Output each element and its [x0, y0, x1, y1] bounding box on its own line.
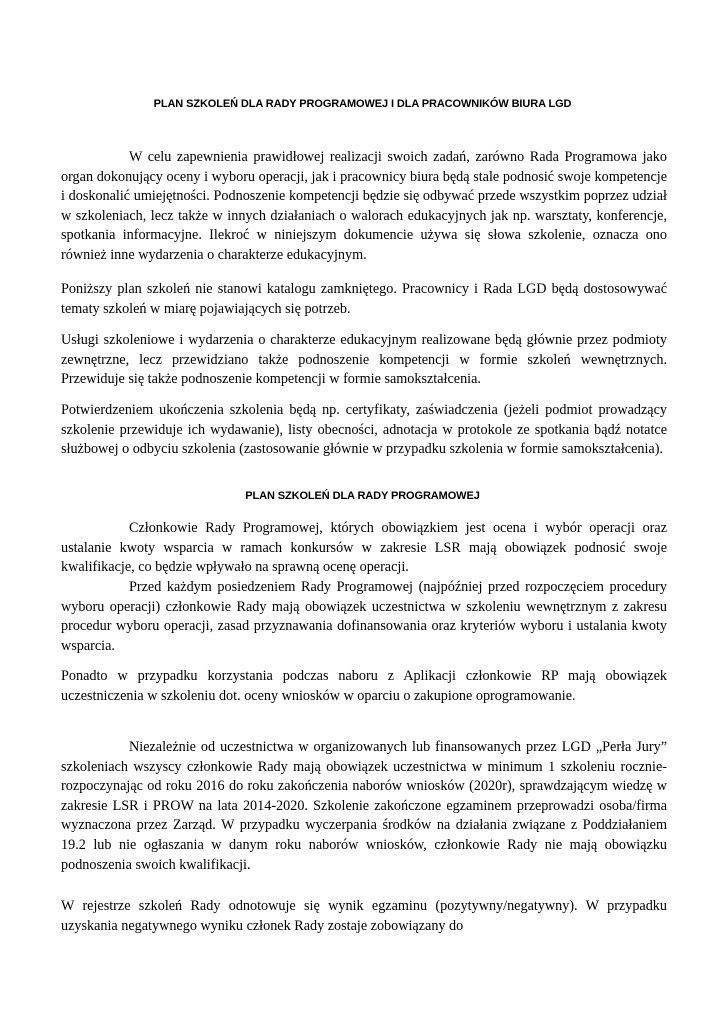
section-paragraph-5: W rejestrze szkoleń Rady odnotowuje się wynik egzaminu (pozytywny/negatywny). W przypadku uzyskania negatywnego wyniku członek Rady zostaje zobowiązany do: [61, 898, 667, 934]
section-paragraph-2: Przed każdym posiedzeniem Rady Programowej (najpóźniej przed rozpoczęciem procedury wyboru operacji) członkowie Rady mają obowiązek uczestnictwa w szkoleniu wewnętrznym z zakresu procedur wyboru operacji, zasad przyznawania dofinansowania oraz kryteriów wyboru i ustalania kwoty wsparcia.: [61, 579, 667, 654]
page-title: PLAN SZKOLEŃ DLA RADY PROGRAMOWEJ I DLA PRACOWNIKÓW BIURA LGD: [153, 98, 572, 110]
intro-paragraph-2: Poniższy plan szkoleń nie stanowi katalogu zamkniętego. Pracownicy i Rada LGD będą dostosowywać tematy szkoleń w miarę pojawiających się potrzeb.: [61, 281, 667, 317]
section-paragraph-4: Niezależnie od uczestnictwa w organizowanych lub finansowanych przez LGD „Perła Jury” szkoleniach wszyscy członkowie Rady mają obowiązek uczestnictwa w minimum 1 szkoleniu rocznie- rozpoczynając od roku 2016 do roku zakończenia naborów wniosków (2020r), sprawdzającym wiedzę w zakresie LSR i PROW na lata 2014-2020. Szkolenie zakończone egzaminem przeprowadzi osoba/firma wyznaczona przez Zarząd. W przypadku wyczerpania środków na działania związane z Poddziałaniem 19.2 lub nie ogłaszania w danym roku naborów wniosków, członkowie Rady nie mają obowiązku podnoszenia swoich kwalifikacji.: [61, 739, 667, 873]
section-title: PLAN SZKOLEŃ DLA RADY PROGRAMOWEJ: [245, 490, 480, 502]
intro-paragraph-4: Potwierdzeniem ukończenia szkolenia będą np. certyfikaty, zaświadczenia (jeżeli podmiot prowadzący szkolenie przewiduje ich wydawanie), listy obecności, adnotacja w protokole ze spotkania bądź notatce służbowej o odbyciu szkolenia (zastosowanie głównie w przypadku szkolenia w formie samokształcenia).: [61, 402, 667, 458]
intro-paragraph-1: W celu zapewnienia prawidłowej realizacji swoich zadań, zarówno Rada Programowa jako organ dokonujący oceny i wyboru operacji, jak i pracownicy biura będą stale podnosić swoje kompetencje i doskonalić umiejętności. Podnoszenie kompetencji będzie się odbywać przede wszystkim poprzez udział w szkoleniach, lecz także w innych działaniach o walorach edukacyjnych jak np. warsztaty, konferencje, spotkania informacyjne. Ilekroć w niniejszym dokumencie używa się słowa szkolenie, oznacza ono również inne wydarzenia o charakterze edukacyjnym.: [61, 149, 667, 263]
intro-paragraph-3: Usługi szkoleniowe i wydarzenia o charakterze edukacyjnym realizowane będą głównie przez podmioty zewnętrzne, lecz przewidziano także podnoszenie kompetencji w formie szkoleń wewnętrznych. Przewiduje się także podnoszenie kompetencji w formie samokształcenia.: [61, 332, 667, 388]
section-paragraph-1: Członkowie Rady Programowej, których obowiązkiem jest ocena i wybór operacji oraz ustalanie kwoty wsparcia w ramach konkursów w zakresie LSR mają obowiązek podnosić swoje kwalifikacje, co będzie wpływało na sprawną ocenę operacji.: [61, 520, 667, 576]
section-paragraph-3-text: Ponadto w przypadku korzystania podczas naboru z Aplikacji członkowie RP mają obowiązek uczestniczenia w szkoleniu dot. oceny wniosków w oparciu o zakupione oprogramowanie: [61, 668, 667, 704]
red-period: .: [572, 687, 576, 704]
section-paragraph-3: [61, 667, 667, 706]
